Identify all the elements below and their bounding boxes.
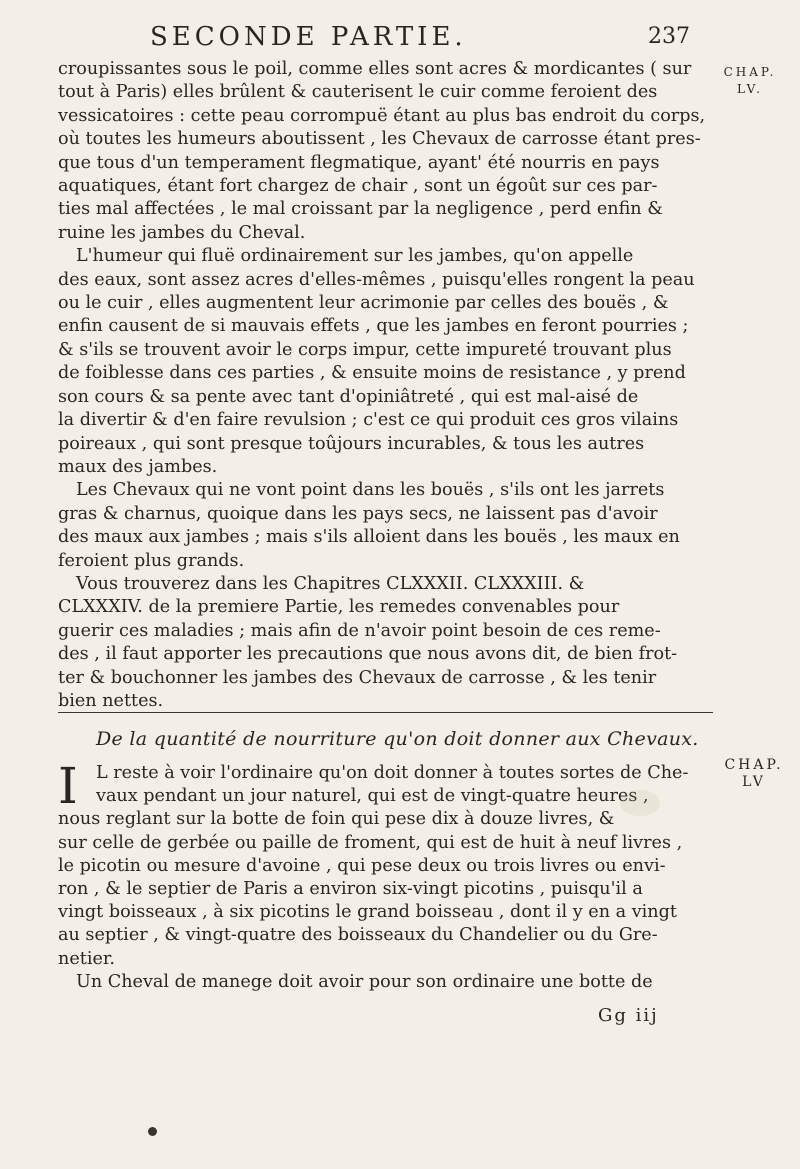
section-heading: De la quantité de nourriture qu'on doit donner aux Chevaux. — [96, 728, 699, 750]
text-line: CLXXXIV. de la premiere Partie, les remedes convenables pour — [58, 597, 620, 618]
page-number: 237 — [648, 24, 690, 49]
text-line: ter & bouchonner les jambes des Chevaux de carrosse , & les tenir — [58, 667, 657, 688]
signature-mark: Gg iij — [598, 1005, 659, 1026]
text-line: de foiblesse dans ces parties , & ensuite moins de resistance , y prend — [58, 363, 686, 384]
text-line: feroient plus grands. — [58, 550, 245, 571]
margin-note-line: CHAP. — [723, 65, 777, 79]
text-line: bien nettes. — [58, 690, 164, 711]
drop-cap: I — [58, 757, 78, 815]
text-line: aquatiques, étant fort chargez de chair , sont un égoût sur ces par- — [58, 176, 658, 197]
text-line: ties mal affectées , le mal croissant par la negligence , perd enfin & — [58, 199, 663, 220]
text-line: vingt boisseaux , à six picotins le grand boisseau , dont il y en a vingt — [58, 902, 677, 923]
paragraph — [58, 479, 713, 573]
text-line: son cours & sa pente avec tant d'opiniâtreté , qui est mal-aisé de — [58, 386, 639, 407]
running-head — [150, 22, 690, 56]
section-text — [58, 757, 713, 994]
text-line: croupissantes sous le poil, comme elles sont acres & mordicantes ( sur — [58, 59, 692, 79]
text-line: ou le cuir , elles augmentent leur acrimonie par celles des bouës , & — [58, 293, 669, 314]
text-line: ruine les jambes du Cheval. — [58, 222, 306, 243]
text-line: gras & charnus, quoique dans les pays secs, ne laissent pas d'avoir — [58, 503, 658, 524]
ink-blot — [148, 1127, 157, 1136]
text-line: vessicatoires : cette peau corrompuë étant au plus bas endroit du corps, — [58, 105, 706, 126]
margin-note-chapter — [724, 757, 784, 791]
text-line: L reste à voir l'ordinaire qu'on doit donner à toutes sortes de Che- — [96, 763, 689, 783]
text-line: Un Cheval de manege doit avoir pour son ordinaire une botte de — [76, 971, 653, 992]
margin-note-line: LV. — [737, 82, 763, 96]
text-line: guerir ces maladies ; mais afin de n'avoir point besoin de ces reme- — [58, 620, 661, 641]
text-line: des , il faut apporter les precautions que nous avons dit, de bien frot- — [58, 644, 678, 665]
text-line: vaux pendant un jour naturel, qui est de vingt-quatre heures , — [96, 786, 649, 807]
text-line: ron , & le septier de Paris a environ six-vingt picotins , puisqu'il a — [58, 879, 643, 900]
section-divider — [58, 712, 713, 713]
text-line: où toutes les humeurs aboutissent , les Chevaux de carrosse étant pres- — [58, 129, 701, 150]
text-line: maux des jambes. — [58, 456, 218, 477]
text-line: enfin causent de si mauvais effets , que les jambes en feront pourries ; — [58, 316, 689, 337]
text-line: L'humeur qui fluë ordinairement sur les jambes, qu'on appelle — [76, 246, 634, 267]
text-line: tout à Paris) elles brûlent & cauterisent le cuir comme feroient des — [58, 82, 658, 103]
text-line: sur celle de gerbée ou paille de froment, qui est de huit à neuf livres , — [58, 832, 683, 853]
text-line: poireaux , qui sont presque toûjours incurables, & tous les autres — [58, 433, 645, 454]
margin-note-line: LV — [742, 774, 766, 790]
margin-note-chapter — [720, 64, 780, 98]
text-line: des maux aux jambes ; mais s'ils alloient dans les bouës , les maux en — [58, 527, 680, 548]
paragraph — [58, 58, 713, 245]
text-line: Les Chevaux qui ne vont point dans les bouës , s'ils ont les jarrets — [76, 480, 665, 501]
body-text — [58, 58, 713, 713]
margin-note-line: CHAP. — [724, 757, 784, 773]
text-line: des eaux, sont assez acres d'elles-mêmes , puisqu'elles rongent la peau — [58, 269, 695, 290]
paragraph — [58, 573, 713, 713]
text-line: Vous trouverez dans les Chapitres CLXXXII. CLXXXIII. & — [76, 573, 585, 594]
text-line: au septier , & vingt-quatre des boisseaux du Chandelier ou du Gre- — [58, 925, 658, 946]
text-line: la divertir & d'en faire revulsion ; c'est ce qui produit ces gros vilains — [58, 410, 679, 431]
running-head-title: SECONDE PARTIE. — [150, 22, 467, 52]
text-line: nous reglant sur la botte de foin qui pese dix à douze livres, & — [58, 809, 615, 830]
text-line: que tous d'un temperament flegmatique, ayant' été nourris en pays — [58, 152, 660, 173]
text-line: & s'ils se trouvent avoir le corps impur, cette impureté trouvant plus — [58, 339, 672, 360]
paper-stain — [620, 790, 660, 816]
text-line: le picotin ou mesure d'avoine , qui pese deux ou trois livres ou envi- — [58, 855, 666, 876]
text-line: netier. — [58, 948, 115, 969]
paragraph — [58, 245, 713, 479]
